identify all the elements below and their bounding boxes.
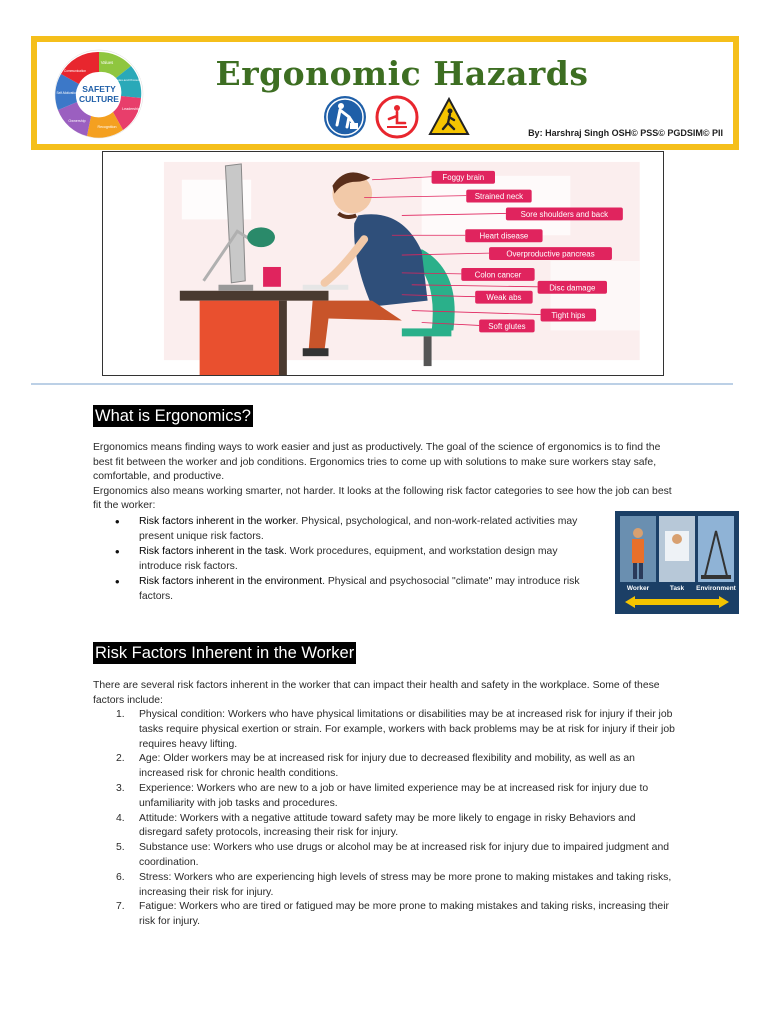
header-banner [31,36,739,150]
repetitive-strain-hazard-icon [375,95,419,139]
hazard-leader-line [402,253,489,255]
hazard-label: Soft glutes [488,321,526,331]
list-text: Physical condition: Workers who have physical limitations or disabilities may be at increased risk for injury if their job tasks require physical exertion or strain. For example, workers with back problems may be at risk for injury if their job requires heavy lifting. [139,709,675,750]
bullet-lead: Risk factors inherent in the worker [139,516,296,527]
logo-segment-label: Recognition [97,125,117,129]
list-item [93,708,681,752]
list-item [93,574,603,604]
image-label-environment: Environment [696,585,736,592]
list-number: 3. [116,782,125,794]
worker-factors-intro: There are several risk factors inherent in the worker that can impact their health and safety in the workplace. Some of these factors include: [93,680,660,706]
list-number: 7. [116,901,125,913]
list-number: 4. [116,812,125,824]
bullet-text: . Work procedures, equipment, and workstation design may introduce risk factors. [139,546,558,572]
hazard-leader-line [402,213,506,215]
sitting-hazards-illustration [102,151,664,376]
risk-category-list [93,514,603,604]
page-title: Ergonomic Hazards [215,54,589,93]
list-number: 1. [116,709,125,720]
hazard-leader-line [412,285,538,287]
slip-hazard-warning-icon [427,95,471,139]
list-text: Stress: Workers who are experiencing high levels of stress may be more prone to making mistakes and taking risks, increasing their risk for injury. [139,871,672,898]
hazard-label: Strained neck [474,192,524,202]
bullet-text: . Physical, psychological, and non-work-related activities may present unique risk factors. [139,516,578,542]
bullet-lead: Risk factors inherent in the environment [139,576,323,587]
hazard-leader-line [364,196,466,198]
safety-culture-logo [51,48,147,140]
list-item [93,544,603,574]
list-text: Attitude: Workers with a negative attitude toward safety may be more likely to engage in risky Behaviors and disregard safety protocols, increasing their risk for injury. [139,812,636,839]
list-item [93,752,681,782]
hazard-label: Foggy brain [442,173,485,183]
hazard-labels-layer [103,152,663,375]
worker-task-environment-image [615,511,739,614]
list-text: Substance use: Workers who use drugs or alcohol may be at increased risk for injury due to impaired judgment and coordination. [139,842,670,868]
ergonomics-intro [93,441,681,514]
section-heading-what-is-ergonomics: What is Ergonomics? [95,407,251,425]
ergonomics-paragraph-2: Ergonomics also means working smarter, not harder. It looks at the following risk factor categories to see how the job can best fit the worker: [93,485,672,512]
hazard-label: Colon cancer [474,270,522,280]
hazard-label: Tight hips [551,311,586,321]
bullet-lead: Risk factors inherent in the task [139,546,284,557]
author-byline: By: Harshraj Singh OSH© PSS© PGDSIM© PII [528,128,723,138]
hazard-label: Disc damage [549,283,596,293]
list-text: Experience: Workers who are new to a job or have limited experience may be at increased risk for injury due to unfamiliarity with job tasks and procedures. [139,782,649,809]
hazard-leader-line [412,311,541,315]
logo-segment-label: Ownership [68,119,86,123]
list-item [93,841,681,871]
list-item [93,812,681,842]
ergonomics-paragraph-1: Ergonomics means finding ways to work easier and just as productively. The goal of the science of ergonomics is to find the best fit between the worker and job conditions. Ergonomics tries to come up with solutions to make sure workers stay safe, comfortable, and productive. [93,442,661,483]
back-pain-hazard-icon [323,95,367,139]
logo-safety-text: SAFETY [82,84,116,94]
list-number: 6. [116,871,125,883]
hazard-label: Weak abs [486,293,522,303]
list-item [93,514,603,544]
hazard-icons [323,95,471,139]
section-divider [31,383,733,385]
hazard-label: Overproductive pancreas [506,249,595,259]
logo-segment-label: Self-Motivation [56,91,78,95]
image-label-worker: Worker [626,585,650,592]
list-text: Age: Older workers may be at increased risk for injury due to decreased flexibility and mobility, as well as an increased risk for chronic health conditions. [139,753,635,780]
worker-factor-list [93,708,681,930]
logo-segment-label: Communication [63,69,87,73]
list-item [93,871,681,901]
list-text: Fatigue: Workers who are tired or fatigued may be more prone to making mistakes and taking risks, increasing their risk for injury. [139,901,669,928]
list-number: 5. [116,842,125,854]
hazard-leader-line [372,177,431,180]
section-heading-risk-factors-worker: Risk Factors Inherent in the Worker [95,644,355,662]
hazard-leader-line [402,273,461,274]
logo-culture-text: CULTURE [79,94,119,104]
hazard-label: Heart disease [479,231,529,241]
logo-segment-label: Leadership [122,107,140,111]
list-item [93,900,681,930]
logo-segment-label: Values [100,60,114,65]
hazard-leader-line [402,295,475,297]
list-item [93,782,681,812]
hazard-leader-line [422,322,479,325]
hazard-label: Sore shoulders and back [520,209,609,219]
logo-segment-label: Rules and Procedures [115,78,145,82]
bullet-text: . Physical and psychosocial "climate" may introduce risk factors. [139,576,580,602]
list-number: 2. [116,753,125,765]
image-label-task: Task [669,585,685,592]
